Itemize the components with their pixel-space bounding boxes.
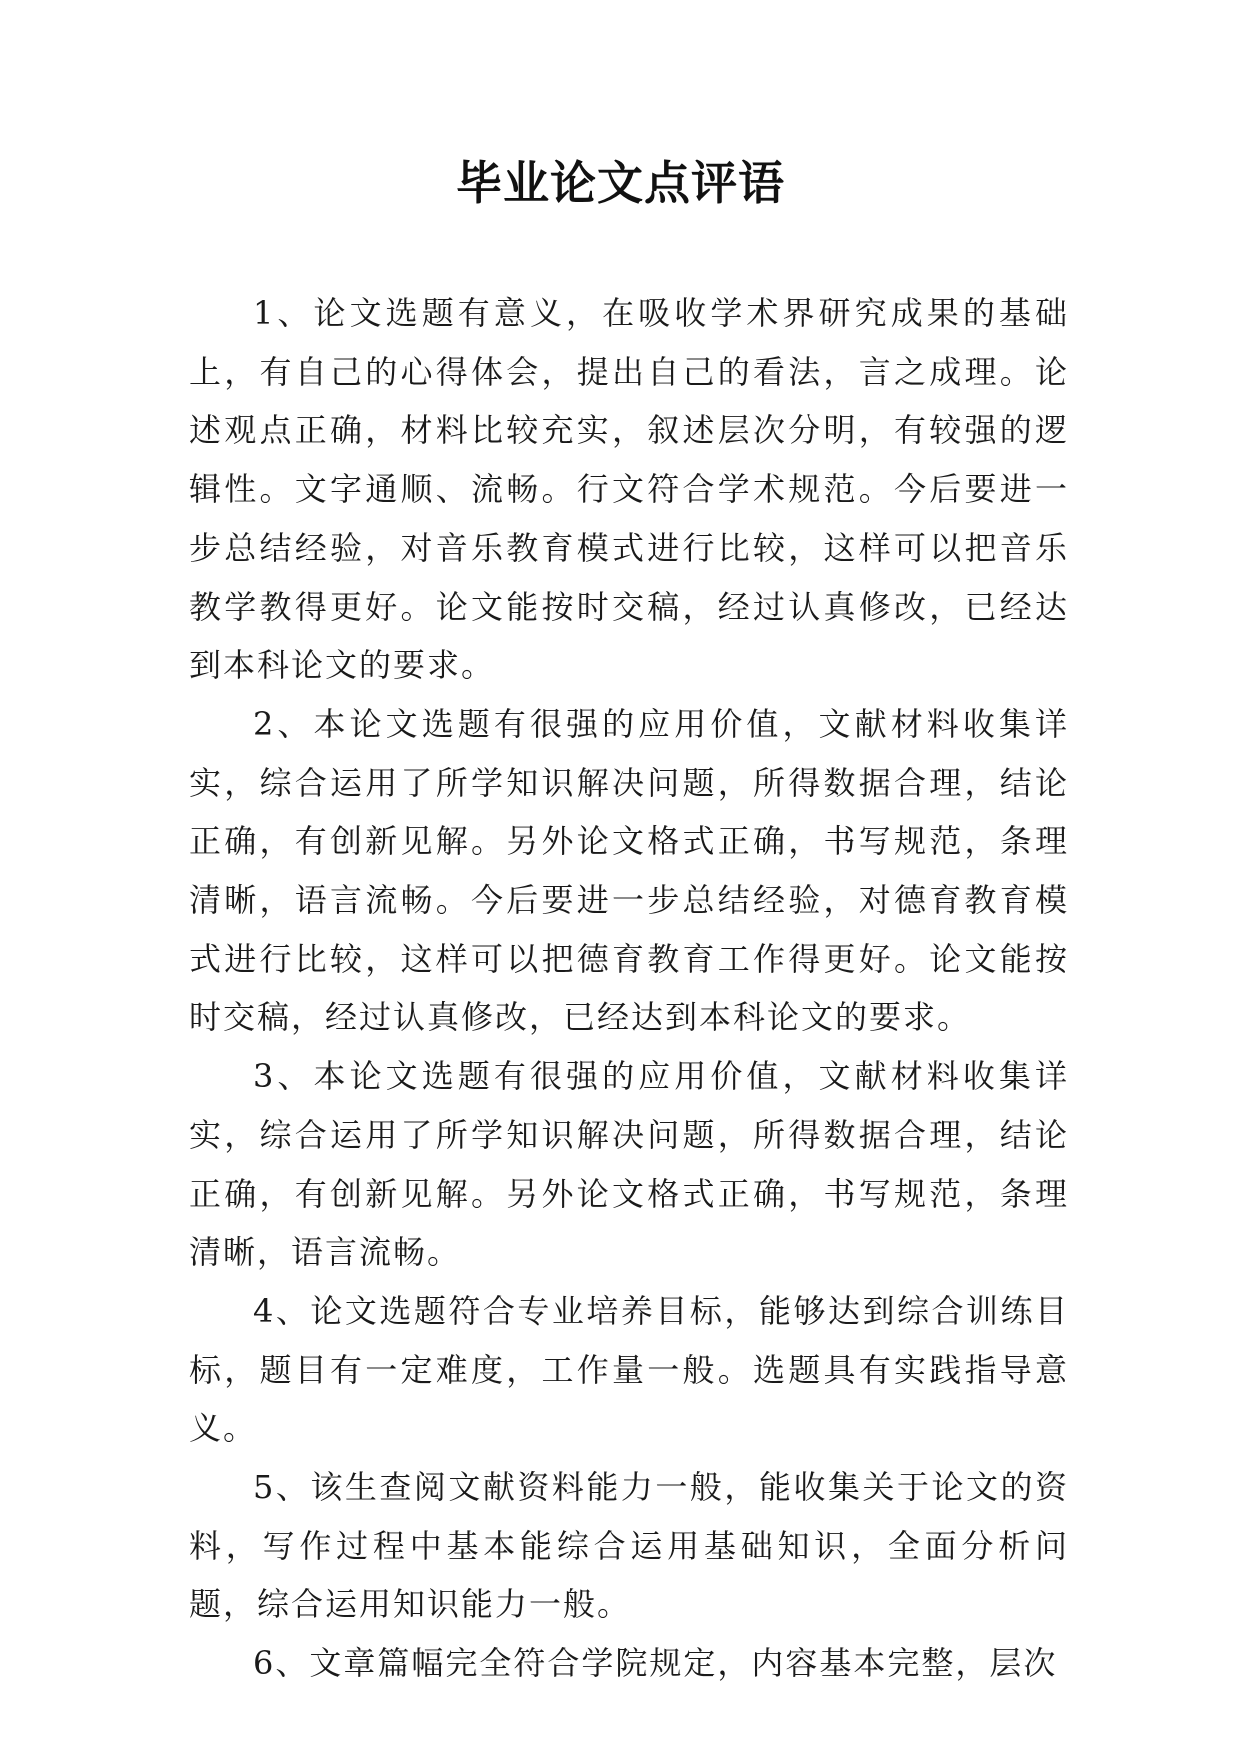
document-body — [189, 284, 1069, 1693]
paragraph-5: 5、该生查阅文献资料能力一般，能收集关于论文的资料，写作过程中基本能综合运用基础知识，全面分析问题，综合运用知识能力一般。 — [189, 1468, 1069, 1624]
paragraph-1: 1、论文选题有意义，在吸收学术界研究成果的基础上，有自己的心得体会，提出自己的看法，言之成理。论述观点正确，材料比较充实，叙述层次分明，有较强的逻辑性。文字通顺、流畅。行文符合学术规范。今后要进一步总结经验，对音乐教育模式进行比较，这样可以把音乐教学教得更好。论文能按时交稿，经过认真修改，已经达到本科论文的要求。 — [189, 294, 1069, 685]
paragraph-3: 3、本论文选题有很强的应用价值，文献材料收集详实，综合运用了所学知识解决问题，所得数据合理，结论正确，有创新见解。另外论文格式正确，书写规范，条理清晰，语言流畅。 — [189, 1057, 1069, 1272]
paragraph-6: 6、文章篇幅完全符合学院规定，内容基本完整，层次 — [253, 1644, 1058, 1683]
paragraph-2: 2、本论文选题有很强的应用价值，文献材料收集详实，综合运用了所学知识解决问题，所得数据合理，结论正确，有创新见解。另外论文格式正确，书写规范，条理清晰，语言流畅。今后要进一步总结经验，对德育教育模式进行比较，这样可以把德育教育工作得更好。论文能按时交稿，经过认真修改，已经达到本科论文的要求。 — [189, 704, 1069, 1037]
page-title: 毕业论文点评语 — [456, 156, 785, 210]
paragraph-4: 4、论文选题符合专业培养目标，能够达到综合训练目标，题目有一定难度，工作量一般。选题具有实践指导意义。 — [189, 1291, 1069, 1448]
